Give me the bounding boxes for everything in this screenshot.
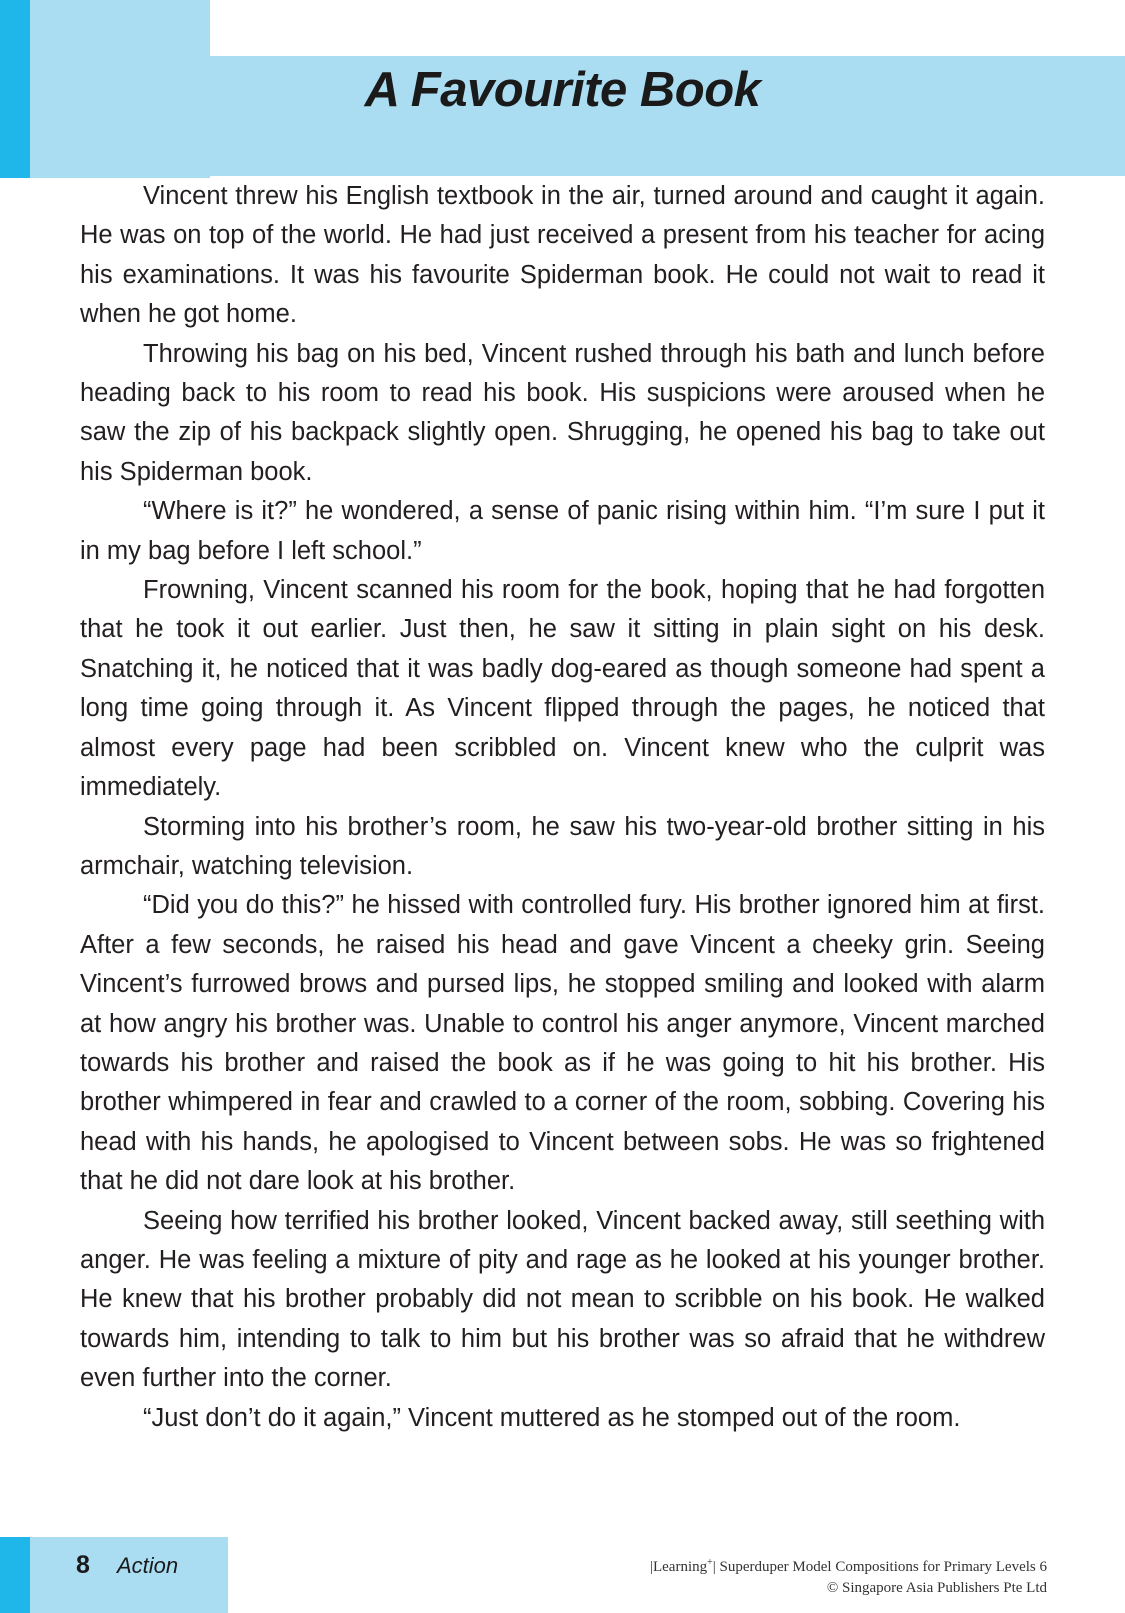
footer-accent-stripe xyxy=(0,1537,30,1613)
story-paragraph: Storming into his brother’s room, he saw his two-year-old brother sitting in his armchair, watching television. xyxy=(80,812,1045,880)
page-title: A Favourite Book xyxy=(364,63,761,117)
story-paragraph: Throwing his bag on his bed, Vincent rushed through his bath and lunch before heading back to his room to read his book. His suspicions were aroused when he saw the zip of his backpack slightly open. Shrugging, he opened his bag to take out his Spiderman book. xyxy=(80,339,1045,486)
story-paragraph: Seeing how terrified his brother looked, Vincent backed away, still seething with anger. He was feeling a mixture of pity and rage as he looked at his younger brother. He knew that his brother probably did not mean to scribble on his book. He walked towards him, intending to talk to him but his brother was so afraid that he withdrew even further into the corner. xyxy=(80,1206,1045,1393)
footer-tab xyxy=(0,1537,228,1613)
section-label: Action xyxy=(117,1553,179,1578)
copyright-line: © Singapore Asia Publishers Pte Ltd xyxy=(826,1580,1047,1596)
story-paragraph: Frowning, Vincent scanned his room for the book, hoping that he had forgotten that he took it out earlier. Just then, he saw it sitting in plain sight on his desk. Snatching it, he noticed that it was badly dog-eared as though someone had spent a long time going through it. As Vincent flipped through the pages, he noticed that almost every page had been scribbled on. Vincent knew who the culprit was immediately. xyxy=(80,576,1045,802)
story-paragraph: “Where is it?” he wondered, a sense of panic rising within him. “I’m sure I put it in my bag before I left school.” xyxy=(80,497,1045,565)
story-text xyxy=(80,177,1045,1438)
book-title-line: |Learning+| Superduper Model Compositions for Primary Levels 6 xyxy=(649,1557,1047,1575)
story-paragraph: Vincent threw his English textbook in the air, turned around and caught it again. He was on top of the world. He had just received a present from his teacher for acing his examinations. It was his favourite Spiderman book. He could not wait to read it when he got home. xyxy=(80,182,1045,329)
publisher-credit xyxy=(650,1552,1047,1599)
story-paragraph: “Just don’t do it again,” Vincent muttered as he stomped out of the room. xyxy=(143,1403,961,1432)
page-number: 8 xyxy=(76,1551,90,1579)
story-paragraph: “Did you do this?” he hissed with controlled fury. His brother ignored him at first. After a few seconds, he raised his head and gave Vincent a cheeky grin. Seeing Vincent’s furrowed brows and pursed lips, he stopped smiling and looked with alarm at how angry his brother was. Unable to control his anger anymore, Vincent marched towards his brother and raised the book as if he was going to hit his brother. His brother whimpered in fear and crawled to a corner of the room, sobbing. Covering his head with his hands, he apologised to Vincent between sobs. He was so frightened that he did not dare look at his brother. xyxy=(80,891,1045,1196)
